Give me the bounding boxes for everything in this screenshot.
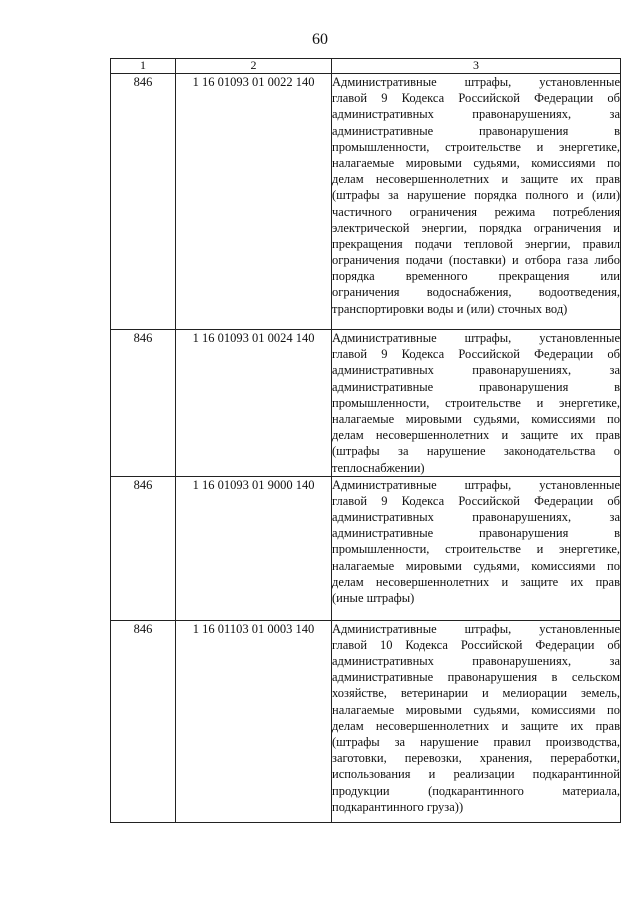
description-line: главой 10 Кодекса Российской Федерации об [332, 637, 620, 652]
description-line: делам несовершеннолетних и защите их прав [332, 718, 620, 733]
description-line: электрической энергии, порядка ограничения и [332, 220, 620, 235]
description-cell [332, 74, 621, 330]
description-line: промышленности, строительстве и энергетике, [332, 542, 620, 557]
description-line: административных правонарушениях, за [332, 363, 620, 378]
description-line: делам несовершеннолетних и защите их прав [332, 428, 620, 443]
description-line: налагаемые мировыми судьями, комиссиями по [332, 558, 620, 573]
description-line: административных правонарушениях, за [332, 107, 620, 122]
description-line: частичного ограничения режима потребления [332, 204, 620, 219]
description-line: (штрафы за нарушение порядка полного и (или) [332, 188, 620, 203]
admin-code-cell: 846 [111, 620, 176, 822]
admin-code-cell: 846 [111, 330, 176, 477]
description-line: делам несовершеннолетних и защите их прав [332, 574, 620, 589]
description-line: делам несовершеннолетних и защите их прав [332, 172, 620, 187]
description-line: главой 9 Кодекса Российской Федерации об [332, 493, 620, 508]
budget-code-table [110, 58, 621, 823]
page-number: 60 [312, 31, 328, 48]
column-header-2: 2 [176, 59, 332, 74]
description-line: административные правонарушения в сельском [332, 670, 620, 685]
description-line: налагаемые мировыми судьями, комиссиями по [332, 155, 620, 170]
column-header-3: 3 [332, 59, 621, 74]
description-line: прекращения подачи тепловой энергии, правил [332, 236, 620, 251]
description-line: административные правонарушения в [332, 123, 620, 138]
admin-code-cell: 846 [111, 476, 176, 620]
budget-code-cell: 1 16 01093 01 9000 140 [176, 476, 332, 620]
description-line: административных правонарушениях, за [332, 510, 620, 525]
description-line: (штрафы за нарушение законодательства о [332, 444, 620, 459]
description-line: главой 9 Кодекса Российской Федерации об [332, 347, 620, 362]
description-line: подкарантинного груза)) [332, 799, 464, 814]
table-row [111, 74, 621, 330]
description-line: административные правонарушения в [332, 379, 620, 394]
description-line: главой 9 Кодекса Российской Федерации об [332, 91, 620, 106]
description-line: административные правонарушения в [332, 526, 620, 541]
table-header-row [111, 59, 621, 74]
table-row [111, 476, 621, 620]
description-line: административных правонарушениях, за [332, 654, 620, 669]
description-line: налагаемые мировыми судьями, комиссиями по [332, 702, 620, 717]
description-line: заготовки, перевозки, хранения, переработки, [332, 751, 620, 766]
column-header-1: 1 [111, 59, 176, 74]
admin-code-cell: 846 [111, 74, 176, 330]
description-line: (штрафы за нарушение правил производства, [332, 735, 620, 749]
table-row [111, 330, 621, 477]
budget-code-cell: 1 16 01093 01 0022 140 [176, 74, 332, 330]
description-line: ограничения подачи (поставки) и отбора газа либо [332, 253, 620, 268]
description-line: хозяйстве, ветеринарии и мелиорации земель, [332, 686, 620, 701]
description-line: промышленности, строительстве и энергетике, [332, 395, 620, 410]
description-line: Административные штрафы, установленные [332, 75, 620, 89]
description-line: налагаемые мировыми судьями, комиссиями по [332, 411, 620, 426]
description-line: использования и реализации подкарантинной [332, 767, 620, 782]
description-cell [332, 330, 621, 477]
description-line: (иные штрафы) [332, 591, 415, 605]
description-line: промышленности, строительстве и энергетике, [332, 139, 620, 154]
description-cell [332, 620, 621, 822]
description-line: ограничения водоснабжения, водоотведения, [332, 285, 620, 300]
description-line: Административные штрафы, установленные [332, 331, 620, 345]
budget-code-cell: 1 16 01103 01 0003 140 [176, 620, 332, 822]
description-line: транспортировки воды и (или) сточных вод) [332, 301, 568, 316]
description-line: Административные штрафы, установленные [332, 477, 620, 492]
description-cell [332, 476, 621, 620]
description-line: Административные штрафы, установленные [332, 621, 620, 636]
budget-code-cell: 1 16 01093 01 0024 140 [176, 330, 332, 477]
description-line: теплоснабжении) [332, 460, 425, 475]
description-line: порядка временного прекращения или [332, 269, 620, 284]
table-row [111, 620, 621, 822]
description-line: продукции (подкарантинного материала, [332, 783, 620, 798]
